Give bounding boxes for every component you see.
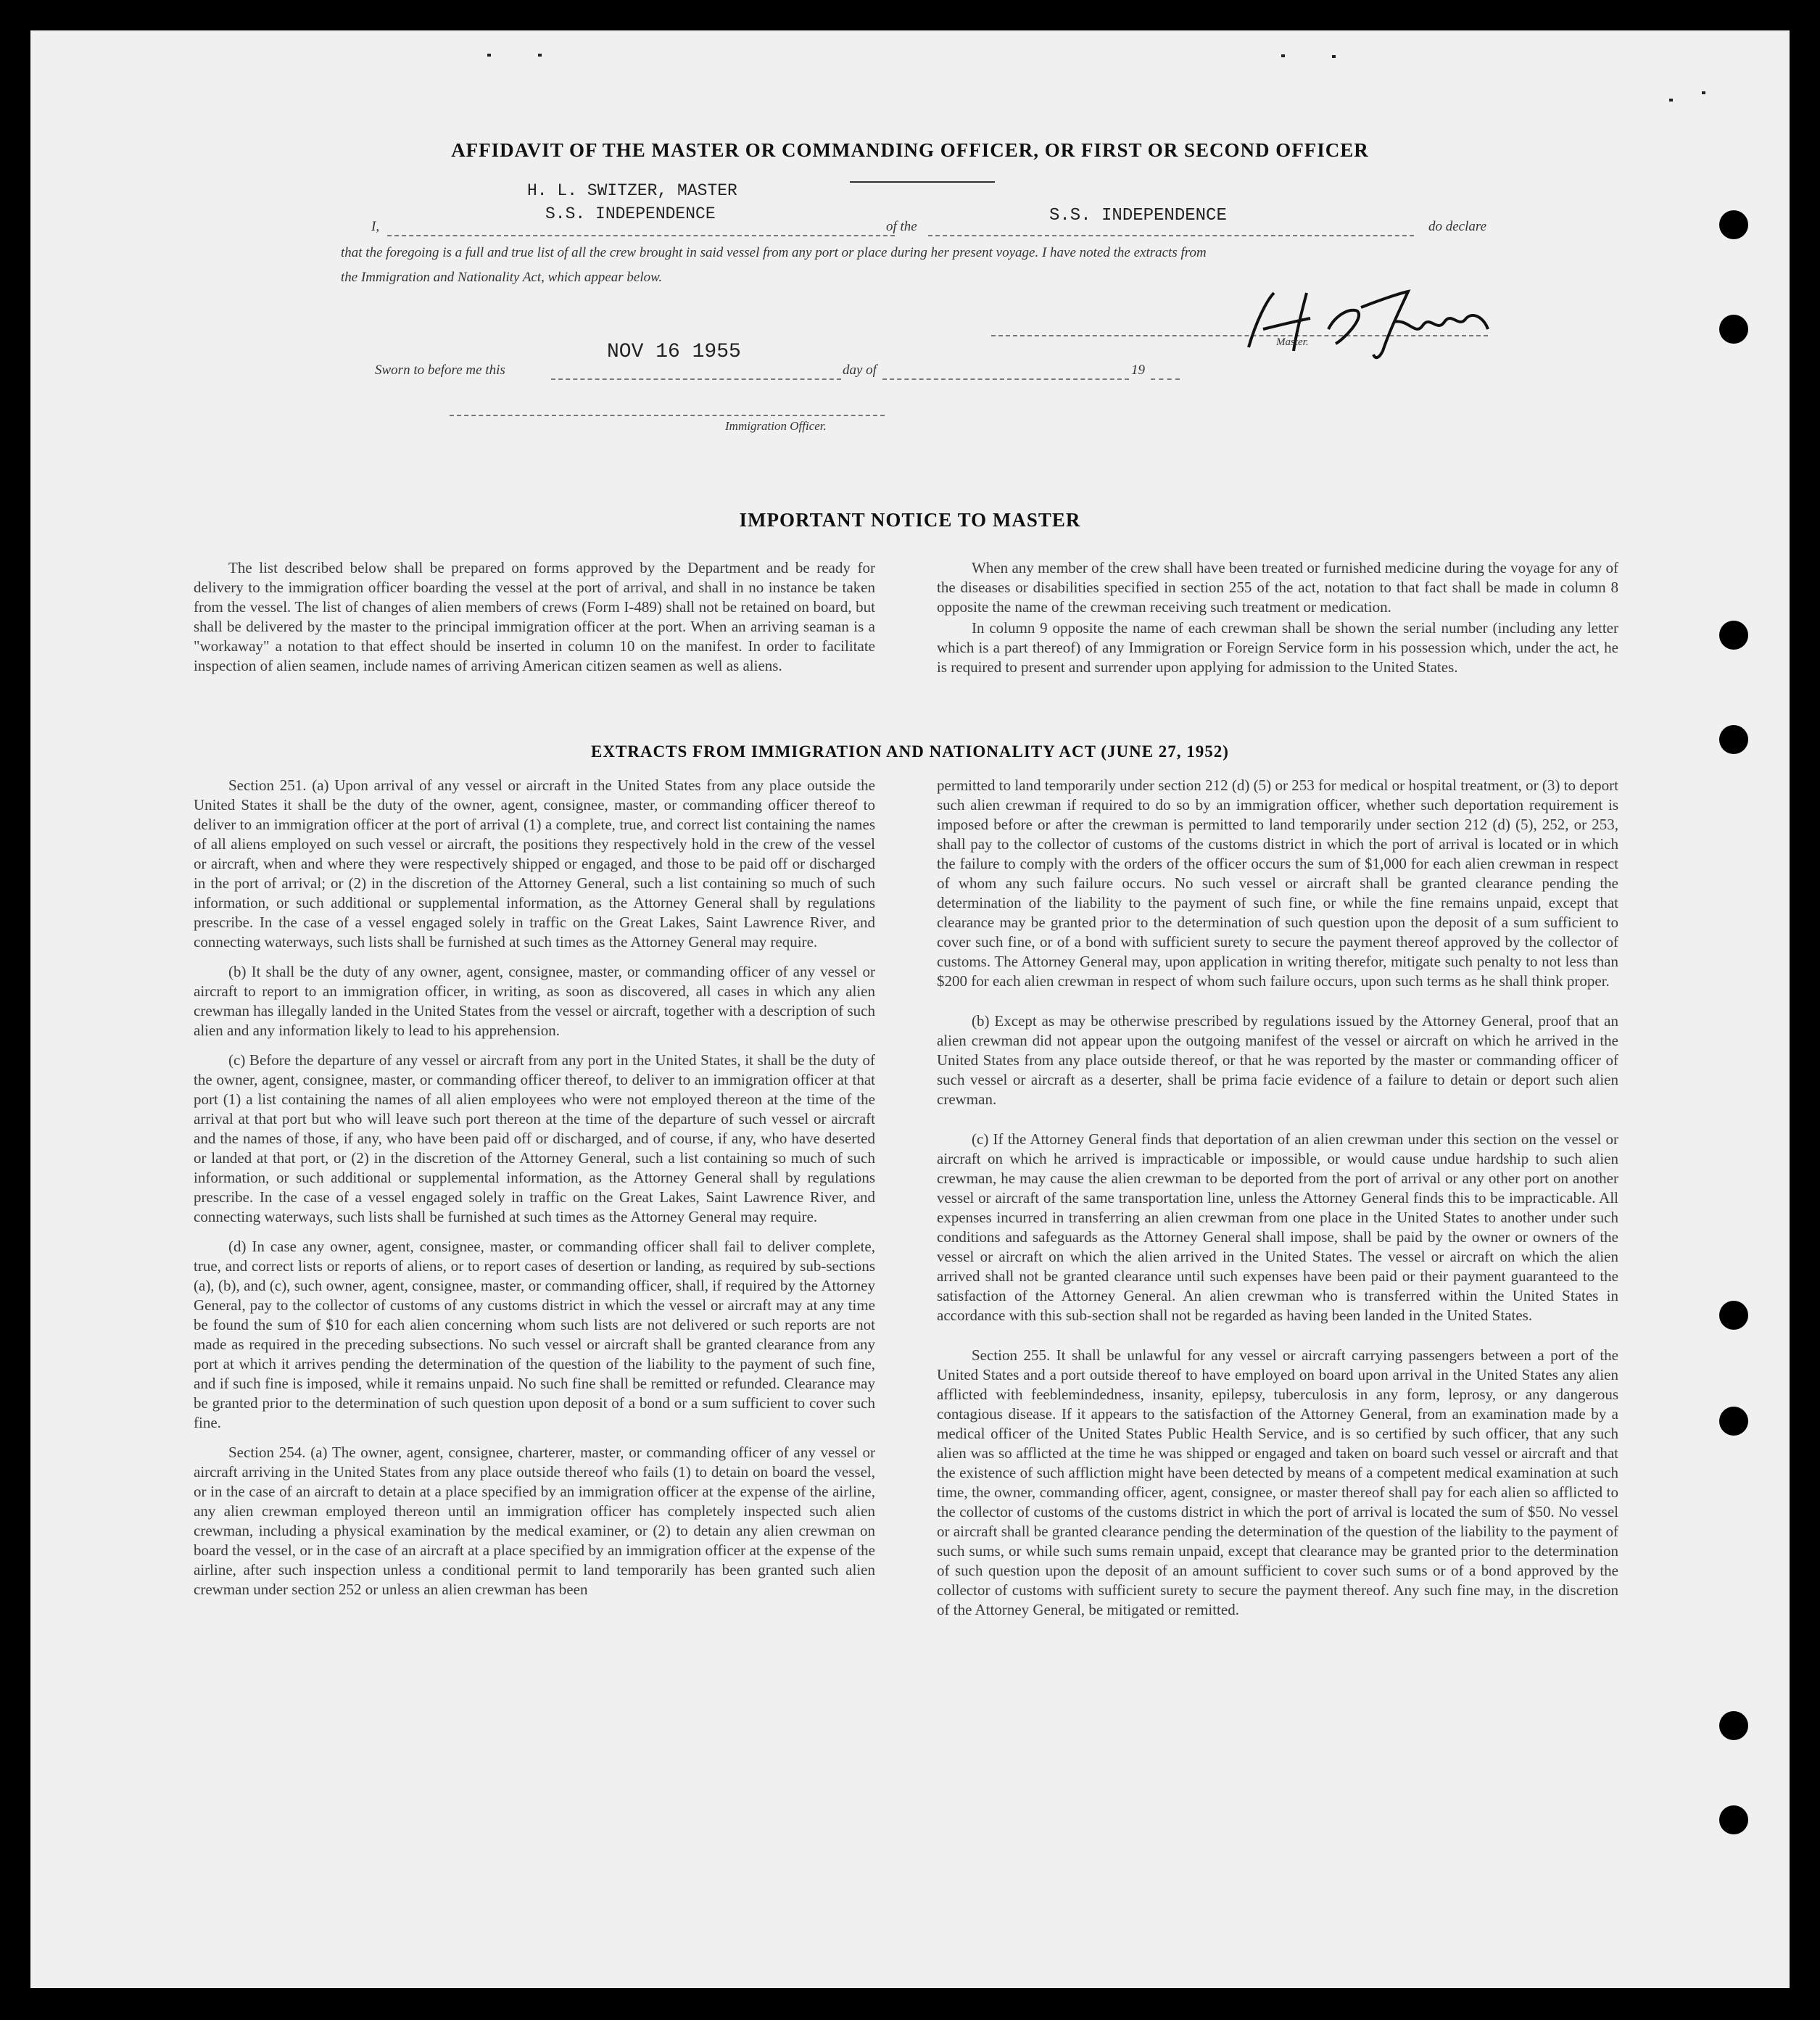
punch-hole: [1719, 210, 1748, 239]
notice-left-paragraph: The list described below shall be prepared on forms approved by the Department and be ready for delivery to the immigration officer boarding the vessel at the port of arrival, and shall in no instance be taken from the vessel. The list of changes of alien members of crews (Form I-489) shall not be retained on board, but shall be delivered by the master to the principal immigration officer at the port. When an arriving seaman is a "workaway" a notation to that effect should be inserted in column 10 on the manifest. In order to facilitate inspection of alien seamen, include names of arriving American citizen seamen as well as aliens.: [194, 559, 875, 674]
signature-image: [1234, 278, 1495, 365]
i-label: I,: [371, 219, 380, 234]
punch-hole: [1719, 1805, 1748, 1834]
notice-right-paragraph: In column 9 opposite the name of each crewman shall be shown the serial number (including any letter which is a part thereof) of any Immigration or Foreign Service form in his possession which, under the act, he is required to present and surrender upon applying for admission to the United States.: [937, 619, 1618, 676]
scan-speck: [1702, 91, 1705, 94]
extracts-title: EXTRACTS FROM IMMIGRATION AND NATIONALITY ACT (JUNE 27, 1952): [591, 742, 1229, 761]
punch-hole: [1719, 1711, 1748, 1740]
of-the-label: of the: [886, 219, 917, 234]
extract-paragraph: Section 255. It shall be unlawful for any vessel or aircraft carrying passengers between a port of the United States and a port outside thereof to have employed on board upon arrival in the United States any alien afflicted with feeblemindedness, insanity, epilepsy, tuberculosis in any form, leprosy, or any dangerous contagious disease. If it appears to the satisfaction of the Attorney General, from an examination made by a medical officer of the United States Public Health Service, and is so certified by such officer, that any such alien was so afflicted at the time he was shipped or engaged and taken on board such vessel or aircraft and that the existence of such affliction might have been detected by means of a competent medical examination at such time, the owner, commanding officer, agent, consignee, or master thereof shall pay for each alien so afflicted to the collector of customs of the customs district in which the port of arrival is located the sum of $50. No vessel or aircraft shall be granted clearance pending the determination of the question of the liability to the payment of such sums, or while such sums remain unpaid, except that clearance may be granted prior to the determination of such question upon the deposit of an amount sufficient to cover such sums or of a bond approved by the collector of customs with sufficient surety to secure the payment thereof. Any such fine may, in the discretion of the Attorney General, be mitigated or remitted.: [937, 1346, 1618, 1618]
extract-paragraph: (d) In case any owner, agent, consignee, master, or commanding officer shall fail to deliver complete, true, and correct lists or reports of aliens, or to report cases of desertion or landing, as required by sub-sections (a), (b), and (c), such owner, agent, consignee, master, or commanding officer, shall, if required by the Attorney General, pay to the collector of customs of any customs district in which the vessel or aircraft may at any time be found the sum of $10 for each alien concerning whom such lists are not delivered or such reports are not made as required in the preceding subsections. No such vessel or aircraft shall be granted clearance from any port at which it arrives pending the determination of the question of the liability to the payment of such fine, and if such fine is imposed, while it remains unpaid. No such fine shall be remitted or refunded. Clearance may be granted prior to the determination of such question upon deposit of a bond or a sum sufficient to cover such fine.: [194, 1238, 875, 1431]
scan-speck: [487, 54, 491, 57]
vessel-field-line: [928, 235, 1414, 236]
typed-name-line2: S.S. INDEPENDENCE: [545, 204, 716, 223]
extracts-left-column: [194, 776, 875, 1610]
sworn-day-line: [551, 378, 841, 380]
punch-hole: [1719, 1301, 1748, 1330]
extract-paragraph: (c) If the Attorney General finds that deportation of an alien crewman under this section on the vessel or aircraft on which he arrived is impracticable or impossible, or would cause undue hardship to such alien crewman, he may cause the alien crewman to be deported from the port of arrival or any other port on another vessel or aircraft of the same transportation line, unless the Attorney General finds this to be impracticable. All expenses incurred in transferring an alien crewman from one place in the United States to another under such conditions and safeguards as the Attorney General shall impose, shall be paid by the owner or owners of the vessel or aircraft on which the alien arrived in the United States. The vessel or aircraft on which the alien arrived shall not be granted clearance until such expenses have been paid or their payment guaranteed to the satisfaction of the Attorney General. An alien crewman who is transferred within the United States in accordance with this sub-section shall not be regarded as having been landed in the United States.: [937, 1130, 1618, 1324]
punch-hole: [1719, 315, 1748, 344]
declaration-line2: the Immigration and Nationality Act, which appear below.: [341, 270, 663, 285]
punch-hole: [1719, 1407, 1748, 1436]
extract-paragraph: Section 254. (a) The owner, agent, consignee, charterer, master, or commanding officer of any vessel or aircraft arriving in the United States from any place outside thereof who fails (1) to detain on board the vessel, or in the case of an aircraft to detain at a place specified by an immigration officer at the expense of the airline, any alien crewman employed thereon until an immigration officer has completely inspected such alien crewman, including a physical examination by the medical examiner, or (2) to detain any alien crewman on board the vessel, or in the case of an aircraft at a place specified by an immigration officer at the expense of the airline, after such inspection unless a conditional permit to land temporarily has been granted such alien crewman under section 252 or unless an alien crewman has been: [194, 1444, 875, 1598]
punch-hole: [1719, 725, 1748, 754]
sworn-month-line: [882, 378, 1129, 380]
punch-hole: [1719, 621, 1748, 650]
master-label: Master.: [1276, 336, 1309, 348]
do-declare-label: do declare: [1428, 219, 1487, 234]
sworn-label: Sworn to before me this: [375, 363, 505, 378]
year-label: 19: [1131, 363, 1145, 378]
sworn-date-stamp: NOV 16 1955: [607, 341, 741, 363]
declaration-line1: that the foregoing is a full and true list of all the crew brought in said vessel from any port or place during her present voyage. I have noted the extracts from: [341, 245, 1207, 260]
notice-right-column: [937, 558, 1618, 687]
scan-speck: [1332, 55, 1336, 58]
document-page: [30, 30, 1790, 1988]
typed-name-line1: H. L. SWITZER, MASTER: [527, 181, 737, 200]
name-field-line: [387, 235, 895, 236]
notice-right-paragraph: When any member of the crew shall have been treated or furnished medicine during the voyage for any of the diseases or disabilities specified in section 255 of the act, notation to that fact shall be made in column 8 opposite the name of the crewman receiving such treatment or medication.: [937, 559, 1618, 616]
vessel-name: S.S. INDEPENDENCE: [1049, 206, 1227, 225]
extract-paragraph: (b) It shall be the duty of any owner, agent, consignee, master, or commanding officer of any vessel or aircraft to report to an immigration officer, in writing, as soon as discovered, all cases in which any alien crewman has illegally landed in the United States from the vessel or aircraft, together with a description of such alien and any information likely to lead to his apprehension.: [194, 963, 875, 1039]
sworn-year-line: [1151, 378, 1180, 380]
extract-paragraph: permitted to land temporarily under section 212 (d) (5) or 253 for medical or hospital treatment, or (3) to deport such alien crewman if required to do so by an immigration officer, whether such deportation requirement is imposed before or after the crewman is permitted to land temporarily under section 212 (d) (5), 252, or 253, shall pay to the collector of customs of the customs district in which the port of arrival is located or in which the failure to comply with the orders of the officer occurs the sum of $1,000 for each alien crewman in respect of whom any such failure occurs. No such vessel or aircraft shall be granted clearance pending the determination of the liability to the payment of such fine, or while the fine remains unpaid, except that clearance may be granted prior to the determination of such question upon the deposit of a sum sufficient to cover such fine, or of a bond with sufficient surety to secure the payment thereof approved by the collector of customs. The Attorney General may, upon application in writing therefor, mitigate such penalty to not less than $200 for each alien crewman in respect of whom such failure occurs, upon such terms as he shall think proper.: [937, 777, 1618, 990]
extracts-right-column: [937, 776, 1618, 1630]
extract-paragraph: (b) Except as may be otherwise prescribed by regulations issued by the Attorney General, proof that an alien crewman did not appear upon the outgoing manifest of the vessel or aircraft on which he arrived in the United States from any place outside thereof, or that he was reported by the master or commanding officer of such vessel or aircraft as a deserter, shall be prima facie evidence of a failure to detain or deport such alien crewman.: [937, 1012, 1618, 1108]
notice-left-column: [194, 558, 875, 686]
extract-paragraph: Section 251. (a) Upon arrival of any vessel or aircraft in the United States from any place outside the United States it shall be the duty of the owner, agent, consignee, master, or commanding officer thereof to deliver to an immigration officer at the port of arrival (1) a complete, true, and correct list containing the names of all aliens employed on such vessel or aircraft, the positions they respectively hold in the crew of the vessel or aircraft, when and where they were respectively shipped or engaged, and those to be paid off or discharged in the port of arrival; or (2) in the discretion of the Attorney General, such a list containing so much of such information, or such additional or supplemental information, as the Attorney General shall by regulations prescribe. In the case of a vessel engaged solely in traffic on the Great Lakes, Saint Lawrence River, and connecting waterways, such lists shall be furnished at such times as the Attorney General may require.: [194, 777, 875, 951]
extract-paragraph: (c) Before the departure of any vessel or aircraft from any port in the United States, it shall be the duty of the owner, agent, consignee, master, or commanding officer thereof, to deliver to an immigration officer at that port (1) a list containing the names of all alien employees who were not employed thereon at the time of the arrival at that port but who will leave such port thereon at the time of the departure of such vessel or aircraft and the names of those, if any, who have been paid off or discharged, and of course, if any, who have deserted or landed at that port, or (2) in the discretion of the Attorney General, such a list containing so much of such information, or such additional or supplemental information, as the Attorney General shall by regulations prescribe. In the case of a vessel engaged solely in traffic on the Great Lakes, Saint Lawrence River, and connecting waterways, such lists shall be furnished at such times as the Attorney General may require.: [194, 1051, 875, 1225]
day-of-label: day of: [843, 363, 877, 378]
officer-signature-line: [450, 415, 885, 416]
affidavit-title: AFFIDAVIT OF THE MASTER OR COMMANDING OFFICER, OR FIRST OR SECOND OFFICER: [451, 139, 1369, 161]
scan-speck: [1281, 54, 1285, 57]
scan-speck: [1669, 99, 1673, 102]
title-rule: [850, 181, 995, 183]
scan-speck: [538, 54, 542, 57]
notice-title: IMPORTANT NOTICE TO MASTER: [739, 509, 1081, 531]
officer-label: Immigration Officer.: [725, 419, 827, 433]
